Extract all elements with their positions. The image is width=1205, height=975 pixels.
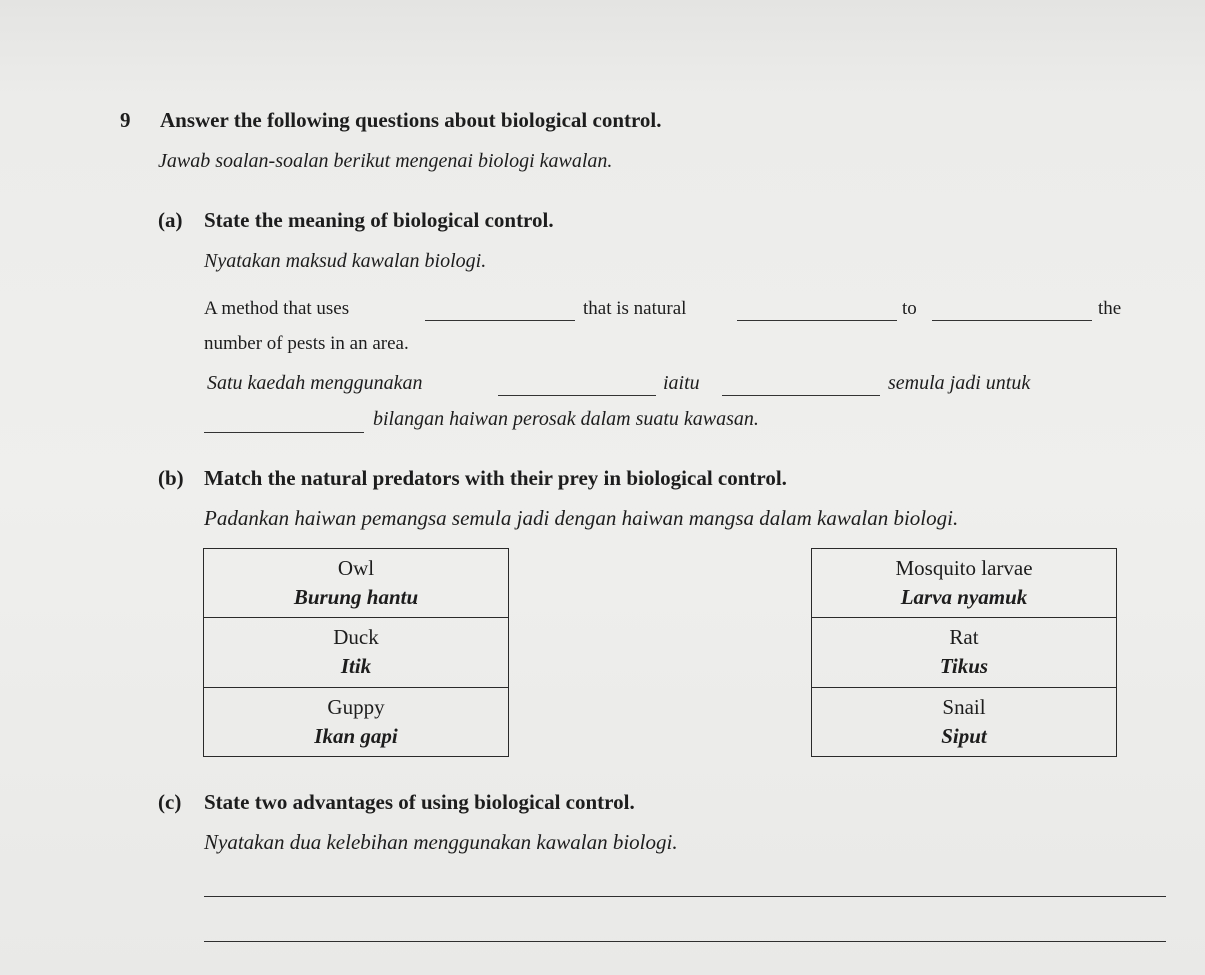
predator-name: Duck bbox=[333, 625, 379, 650]
blank-1[interactable] bbox=[425, 300, 575, 321]
prey-table bbox=[811, 548, 1117, 757]
answer-line-1[interactable] bbox=[204, 896, 1166, 897]
part-b-prompt-malay: Padankan haiwan pemangsa semula jadi dengan haiwan mangsa dalam kawalan biologi. bbox=[204, 506, 959, 530]
question-title: Answer the following questions about biological control. bbox=[160, 108, 662, 132]
predator-name-malay: Burung hantu bbox=[293, 585, 419, 610]
part-a-label: (a) bbox=[158, 208, 183, 232]
question-number: 9 bbox=[120, 108, 131, 132]
blank-ms-2[interactable] bbox=[722, 375, 880, 396]
part-a-prompt-malay: Nyatakan maksud kawalan biologi. bbox=[204, 250, 487, 272]
part-a-malay-mid-2: semula jadi untuk bbox=[888, 372, 1031, 394]
blank-3[interactable] bbox=[932, 300, 1092, 321]
predator-name: Guppy bbox=[327, 694, 385, 719]
predator-owl[interactable] bbox=[204, 549, 508, 618]
part-a-malay-start: Satu kaedah menggunakan bbox=[207, 372, 423, 394]
part-a-sentence-start: A method that uses bbox=[204, 298, 350, 319]
part-a-sentence-mid-1: that is natural bbox=[583, 298, 687, 319]
prey-rat[interactable] bbox=[812, 618, 1116, 687]
part-a-prompt: State the meaning of biological control. bbox=[204, 208, 554, 232]
part-b-prompt: Match the natural predators with their prey in biological control. bbox=[204, 466, 787, 490]
part-c-prompt-malay: Nyatakan dua kelebihan menggunakan kawalan biologi. bbox=[204, 830, 678, 854]
part-a-sentence-mid-2: to bbox=[902, 298, 917, 319]
part-a-sentence-end: number of pests in an area. bbox=[204, 333, 409, 354]
question-title-malay: Jawab soalan-soalan berikut mengenai biologi kawalan. bbox=[158, 150, 613, 172]
prey-mosquito-larvae[interactable] bbox=[812, 549, 1116, 618]
part-a-malay-mid-1: iaitu bbox=[663, 372, 700, 394]
predator-guppy[interactable] bbox=[204, 688, 508, 756]
prey-name: Mosquito larvae bbox=[895, 556, 1033, 581]
blank-ms-3[interactable] bbox=[204, 412, 364, 433]
predator-name-malay: Itik bbox=[340, 654, 372, 679]
blank-2[interactable] bbox=[737, 300, 897, 321]
predator-name: Owl bbox=[337, 556, 375, 581]
prey-name-malay: Larva nyamuk bbox=[900, 585, 1028, 610]
part-b-label: (b) bbox=[158, 466, 184, 490]
predator-name-malay: Ikan gapi bbox=[314, 723, 398, 748]
prey-name-malay: Tikus bbox=[939, 654, 989, 679]
part-a-malay-end: bilangan haiwan perosak dalam suatu kawasan. bbox=[373, 408, 759, 430]
prey-name-malay: Siput bbox=[941, 723, 987, 748]
prey-name: Snail bbox=[942, 694, 986, 719]
part-c-label: (c) bbox=[158, 790, 182, 814]
part-c-prompt: State two advantages of using biological control. bbox=[204, 790, 635, 814]
predator-table bbox=[203, 548, 509, 757]
prey-name: Rat bbox=[949, 625, 979, 650]
part-a-sentence-mid-3: the bbox=[1098, 298, 1122, 319]
answer-line-2[interactable] bbox=[204, 941, 1166, 942]
prey-snail[interactable] bbox=[812, 688, 1116, 756]
predator-duck[interactable] bbox=[204, 618, 508, 687]
blank-ms-1[interactable] bbox=[498, 375, 656, 396]
